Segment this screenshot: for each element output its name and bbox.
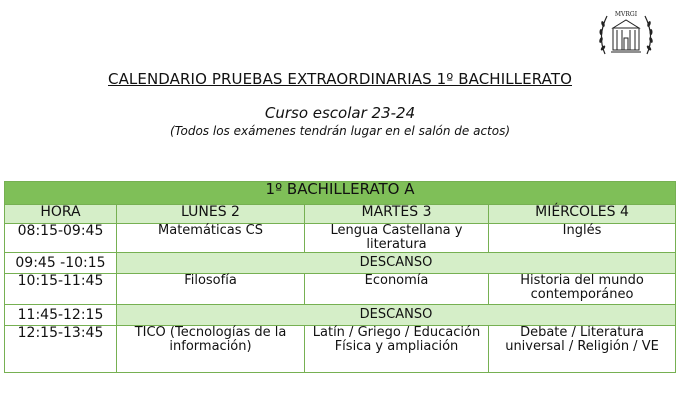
exam-schedule-table <box>4 181 676 373</box>
exam-cell: Debate / Literatura universal / Religión / VE <box>489 326 676 373</box>
exam-cell: Historia del mundo contemporáneo <box>489 274 676 305</box>
column-header-martes: MARTES 3 <box>305 205 489 224</box>
break-row <box>5 305 676 326</box>
table-row <box>5 274 676 305</box>
table-row <box>5 326 676 373</box>
exam-cell: Economía <box>305 274 489 305</box>
group-title: 1º BACHILLERATO A <box>5 182 676 205</box>
time-cell: 12:15-13:45 <box>5 326 117 373</box>
exam-cell: Matemáticas CS <box>117 224 305 253</box>
time-cell: 11:45-12:15 <box>5 305 117 326</box>
break-cell: DESCANSO <box>117 253 676 274</box>
table-row <box>5 224 676 253</box>
exam-cell: Inglés <box>489 224 676 253</box>
break-row <box>5 253 676 274</box>
column-header-row <box>5 205 676 224</box>
exam-cell: Latín / Griego / Educación Física y ampliación <box>305 326 489 373</box>
location-note: (Todos los exámenes tendrán lugar en el salón de actos) <box>169 124 511 138</box>
school-crest-logo <box>595 4 657 62</box>
time-cell: 09:45 -10:15 <box>5 253 117 274</box>
school-year-subtitle: Curso escolar 23-24 <box>264 104 416 122</box>
column-header-miercoles: MIÉRCOLES 4 <box>489 205 676 224</box>
time-cell: 08:15-09:45 <box>5 224 117 253</box>
exam-cell: Lengua Castellana y literatura <box>305 224 489 253</box>
page-title: CALENDARIO PRUEBAS EXTRAORDINARIAS 1º BACHILLERATO <box>108 70 572 88</box>
break-cell: DESCANSO <box>117 305 676 326</box>
group-header-row <box>5 182 676 205</box>
exam-cell: Filosofía <box>117 274 305 305</box>
logo-text: MVRGI <box>614 11 638 18</box>
time-cell: 10:15-11:45 <box>5 274 117 305</box>
column-header-lunes: LUNES 2 <box>117 205 305 224</box>
exam-cell: TICO (Tecnologías de la información) <box>117 326 305 373</box>
column-header-hora: HORA <box>5 205 117 224</box>
